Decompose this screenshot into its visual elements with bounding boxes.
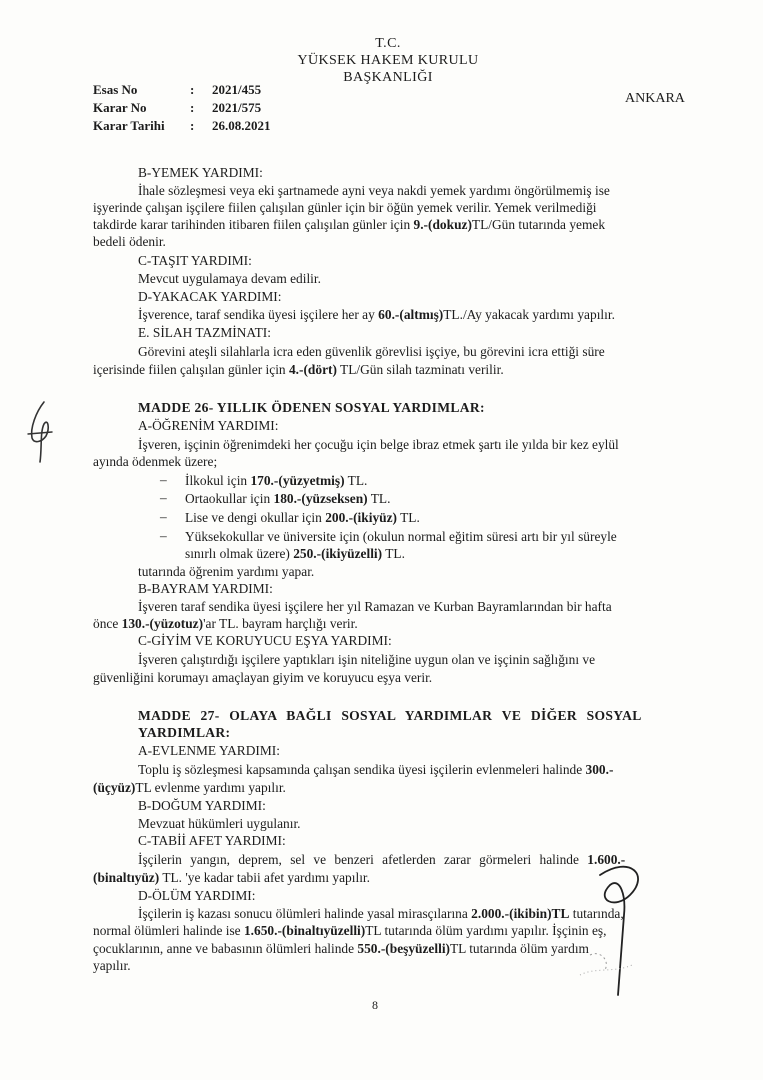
- karar-value: 2021/575: [212, 100, 262, 115]
- tarih-sep: :: [190, 118, 195, 133]
- handwritten-margin-mark: [22, 398, 58, 466]
- afet-line-2: (binaltıyüz) TL. 'ye kadar tabii afet yardımı yapılır.: [93, 870, 370, 885]
- ogrenim-line-1: İşveren, işçinin öğrenimdeki her çocuğu için belge ibraz etmek şartı ile yılda bir kez eylül: [138, 437, 619, 452]
- header-city: ANKARA: [625, 91, 685, 106]
- header-department: BAŞKANLIĞI: [343, 70, 433, 85]
- olum-line-2: normal ölümleri halinde ise 1.650.-(binaltıyüzelli)TL tutarında ölüm yardımı yapılır. İşçinin eş,: [93, 923, 607, 938]
- ogrenim-title: A-ÖĞRENİM YARDIMI:: [138, 418, 279, 433]
- karar-label: Karar No: [93, 100, 147, 115]
- olum-title: D-ÖLÜM YARDIMI:: [138, 888, 256, 903]
- giyim-line-1: İşveren çalıştırdığı işçilere yaptıkları işin niteliğine uygun olan ve işçinin sağlığını ve: [138, 652, 596, 667]
- silah-line-1: Görevini ateşli silahlarla icra eden güvenlik görevlisi işçiye, bu görevini icra ettiği süre: [138, 344, 605, 359]
- yemek-line-2: işyerinde çalışan işçilere fiilen çalışılan günler için bir öğün yemek verilir. Yemek verilmediği: [93, 200, 597, 215]
- giyim-line-2: güvenliğini korumayı amaçlayan giyim ve koruyucu eşya verir.: [93, 670, 433, 685]
- yemek-line-1: İhale sözleşmesi veya eki şartnamede ayni veya nakdi yemek yardımı öngörülmemiş ise: [138, 183, 610, 198]
- tarih-label: Karar Tarihi: [93, 118, 165, 133]
- list-dash: –: [160, 490, 167, 505]
- bayram-line-1: İşveren taraf sendika üyesi işçilere her yıl Ramazan ve Kurban Bayramlarından bir hafta: [138, 599, 612, 614]
- ogrenim-line-2: ayında ödenmek üzere;: [93, 454, 218, 469]
- list-dash: –: [160, 472, 167, 487]
- silah-line-2: içerisinde fiilen çalışılan günler için 4.-(dört) TL/Gün silah tazminatı verilir.: [93, 362, 504, 377]
- list-item: Ortaokullar için 180.-(yüzseksen) TL.: [185, 491, 391, 506]
- yemek-line-3: takdirde karar tarihinden itibaren fiilen çalışılan günler için 9.-(dokuz)TL/Gün tutarında yemek: [93, 217, 606, 232]
- list-item: Lise ve dengi okullar için 200.-(ikiyüz) TL.: [185, 510, 420, 525]
- evlenme-title: A-EVLENME YARDIMI:: [138, 743, 280, 758]
- header-tc: T.C.: [375, 36, 401, 51]
- ogrenim-end: tutarında öğrenim yardımı yapar.: [138, 564, 315, 579]
- madde27-title-cont: YARDIMLAR:: [138, 725, 231, 740]
- evlenme-line-1: Toplu iş sözleşmesi kapsamında çalışan sendika üyesi işçilerin evlenmeleri halinde 300.-: [138, 762, 614, 777]
- bayram-title: B-BAYRAM YARDIMI:: [138, 581, 273, 596]
- esas-label: Esas No: [93, 82, 138, 97]
- olum-line-4: yapılır.: [93, 958, 131, 973]
- giyim-title: C-GİYİM VE KORUYUCU EŞYA YARDIMI:: [138, 633, 392, 648]
- madde27-title: MADDE 27- OLAYA BAĞLI SOSYAL YARDIMLAR VE DİĞER SOSYAL: [138, 708, 642, 723]
- list-item-continuation: sınırlı olmak üzere) 250.-(ikiyüzelli) TL.: [185, 546, 405, 561]
- header-institution: YÜKSEK HAKEM KURULU: [297, 53, 479, 68]
- yemek-title: B-YEMEK YARDIMI:: [138, 165, 263, 180]
- afet-title: C-TABİİ AFET YARDIMI:: [138, 833, 286, 848]
- afet-line-1: İşçilerin yangın, deprem, sel ve benzeri afetlerden zarar görmeleri halinde 1.600.-: [138, 852, 626, 867]
- yakacak-line-1: İşverence, taraf sendika üyesi işçilere her ay 60.-(altmış)TL./Ay yakacak yardımı yapılır.: [138, 307, 615, 322]
- tasit-line-1: Mevcut uygulamaya devam edilir.: [138, 271, 321, 286]
- esas-sep: :: [190, 82, 195, 97]
- silah-title: E. SİLAH TAZMİNATI:: [138, 325, 271, 340]
- yakacak-title: D-YAKACAK YARDIMI:: [138, 289, 282, 304]
- list-item: İlkokul için 170.-(yüzyetmiş) TL.: [185, 473, 368, 488]
- bayram-line-2: önce 130.-(yüzotuz)'ar TL. bayram harçlığı verir.: [93, 616, 358, 631]
- list-item: Yüksekokullar ve üniversite için (okulun normal eğitim süresi artı bir yıl süreyle: [185, 529, 617, 544]
- signature-scribble: [560, 855, 670, 1005]
- karar-sep: :: [190, 100, 195, 115]
- tasit-title: C-TAŞIT YARDIMI:: [138, 253, 252, 268]
- madde26-title: MADDE 26- YILLIK ÖDENEN SOSYAL YARDIMLAR:: [138, 400, 485, 415]
- evlenme-line-2: (üçyüz)TL evlenme yardımı yapılır.: [93, 780, 286, 795]
- dogum-line-1: Mevzuat hükümleri uygulanır.: [138, 816, 301, 831]
- olum-line-1: İşçilerin iş kazası sonucu ölümleri halinde yasal mirasçılarına 2.000.-(ikibin)TL tutarında,: [138, 906, 624, 921]
- tarih-value: 26.08.2021: [212, 118, 271, 133]
- list-dash: –: [160, 509, 167, 524]
- page-number: 8: [372, 998, 378, 1012]
- olum-line-3: çocuklarının, anne ve babasının ölümleri halinde 550.-(beşyüzelli)TL tutarında ölüm yardım: [93, 941, 589, 956]
- list-dash: –: [160, 528, 167, 543]
- dogum-title: B-DOĞUM YARDIMI:: [138, 798, 266, 813]
- esas-value: 2021/455: [212, 82, 262, 97]
- yemek-line-4: bedeli ödenir.: [93, 234, 166, 249]
